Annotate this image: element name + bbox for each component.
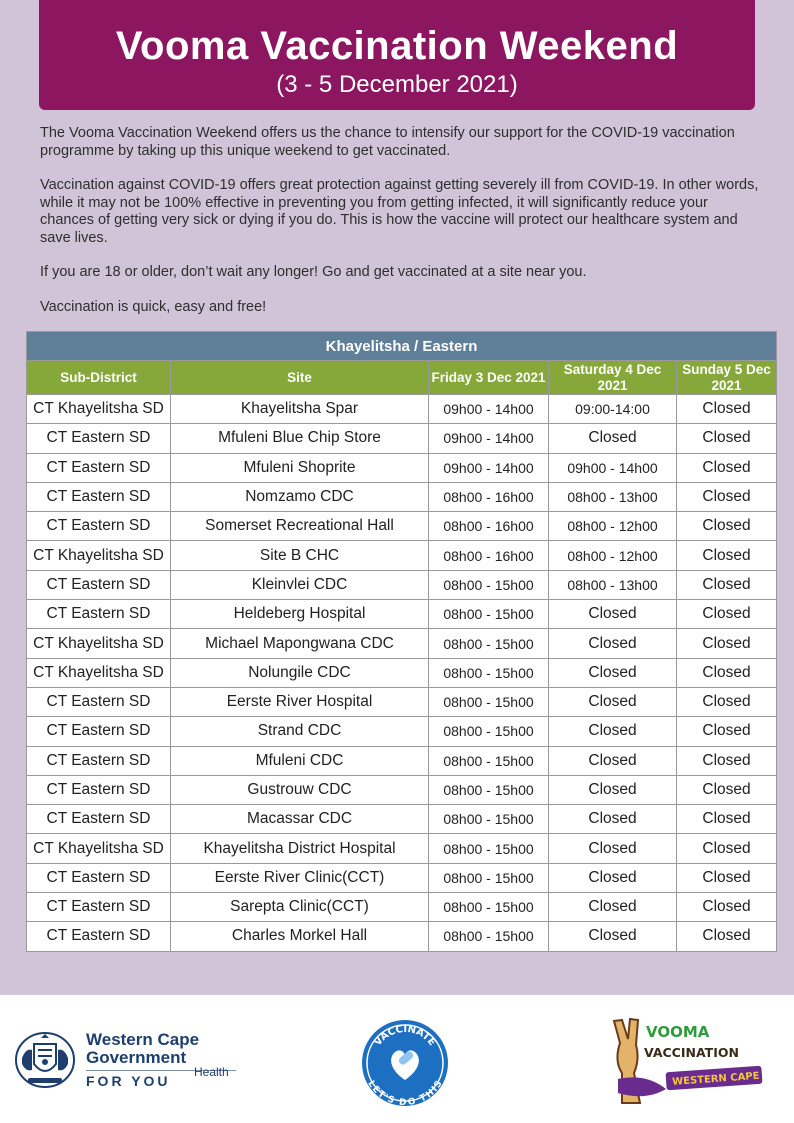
friday-cell: 08h00 - 15h00: [429, 893, 549, 922]
friday-cell: 08h00 - 15h00: [429, 863, 549, 892]
table-row: [27, 482, 777, 511]
saturday-cell: Closed: [549, 893, 677, 922]
saturday-cell: 08h00 - 13h00: [549, 570, 677, 599]
site-cell: Macassar CDC: [171, 805, 429, 834]
subdistrict-cell: CT Eastern SD: [27, 453, 171, 482]
sunday-cell: Closed: [677, 629, 777, 658]
subdistrict-cell: CT Eastern SD: [27, 893, 171, 922]
sunday-cell: Closed: [677, 482, 777, 511]
saturday-cell: Closed: [549, 629, 677, 658]
government-name: Western Cape Government: [86, 1030, 200, 1067]
svg-text:VOOMA: VOOMA: [646, 1023, 710, 1041]
sunday-cell: Closed: [677, 805, 777, 834]
subdistrict-cell: CT Khayelitsha SD: [27, 834, 171, 863]
saturday-cell: 08h00 - 12h00: [549, 512, 677, 541]
friday-cell: 08h00 - 15h00: [429, 600, 549, 629]
sunday-cell: Closed: [677, 600, 777, 629]
friday-cell: 08h00 - 15h00: [429, 775, 549, 804]
friday-cell: 08h00 - 15h00: [429, 629, 549, 658]
table-row: [27, 775, 777, 804]
sunday-cell: Closed: [677, 746, 777, 775]
saturday-cell: 08h00 - 12h00: [549, 541, 677, 570]
site-cell: Nomzamo CDC: [171, 482, 429, 511]
column-header-saturday: Saturday 4 Dec 2021: [549, 361, 677, 395]
sunday-cell: Closed: [677, 395, 777, 424]
saturday-cell: Closed: [549, 834, 677, 863]
page-subtitle: (3 - 5 December 2021): [276, 71, 518, 98]
table-row: [27, 658, 777, 687]
svg-text:WESTERN CAPE: WESTERN CAPE: [671, 1070, 760, 1088]
table-row: [27, 541, 777, 570]
sunday-cell: Closed: [677, 775, 777, 804]
friday-cell: 08h00 - 16h00: [429, 541, 549, 570]
subdistrict-cell: CT Khayelitsha SD: [27, 541, 171, 570]
government-tagline: FOR YOU: [86, 1073, 171, 1089]
intro-paragraph: Vaccination is quick, easy and free!: [40, 298, 267, 315]
site-cell: Khayelitsha Spar: [171, 395, 429, 424]
site-cell: Eerste River Clinic(CCT): [171, 863, 429, 892]
intro-paragraph: The Vooma Vaccination Weekend offers us the chance to intensify our support for the COVID-19 vaccination programme by taking up this unique weekend to get vaccinated.: [40, 125, 735, 159]
region-header: Khayelitsha / Eastern: [27, 332, 777, 361]
table-row: [27, 512, 777, 541]
table-row: [27, 717, 777, 746]
footer: [0, 995, 794, 1123]
sunday-cell: Closed: [677, 424, 777, 453]
subdistrict-cell: CT Eastern SD: [27, 717, 171, 746]
table-row: [27, 453, 777, 482]
site-cell: Mfuleni Blue Chip Store: [171, 424, 429, 453]
subdistrict-cell: CT Eastern SD: [27, 600, 171, 629]
friday-cell: 08h00 - 15h00: [429, 834, 549, 863]
table-row: [27, 746, 777, 775]
intro-paragraph: Vaccination against COVID-19 offers great protection against getting severely ill from COVID-19. In other words, while it may not be 100% effective in preventing you from getting infected, it will significantly reduce your chances of getting very sick or dying if you do. This is how the vaccine will protect our healthcare system and save lives.: [40, 177, 759, 246]
saturday-cell: 09:00-14:00: [549, 395, 677, 424]
site-cell: Michael Mapongwana CDC: [171, 629, 429, 658]
table-row: [27, 600, 777, 629]
table-row: [27, 834, 777, 863]
sunday-cell: Closed: [677, 541, 777, 570]
coat-of-arms-icon: [14, 1030, 76, 1090]
subdistrict-cell: CT Eastern SD: [27, 424, 171, 453]
intro-text: [40, 125, 760, 333]
table-row: [27, 922, 777, 951]
subdistrict-cell: CT Khayelitsha SD: [27, 629, 171, 658]
friday-cell: 08h00 - 15h00: [429, 658, 549, 687]
sunday-cell: Closed: [677, 512, 777, 541]
table-row: [27, 629, 777, 658]
sunday-cell: Closed: [677, 717, 777, 746]
friday-cell: 08h00 - 15h00: [429, 922, 549, 951]
table-row: [27, 395, 777, 424]
friday-cell: 09h00 - 14h00: [429, 424, 549, 453]
site-cell: Site B CHC: [171, 541, 429, 570]
saturday-cell: Closed: [549, 805, 677, 834]
subdistrict-cell: CT Khayelitsha SD: [27, 395, 171, 424]
column-header-site: Site: [171, 361, 429, 395]
sunday-cell: Closed: [677, 453, 777, 482]
saturday-cell: Closed: [549, 658, 677, 687]
site-cell: Khayelitsha District Hospital: [171, 834, 429, 863]
column-header-friday: Friday 3 Dec 2021: [429, 361, 549, 395]
svg-text:LET'S DO THIS: LET'S DO THIS: [365, 1079, 445, 1108]
saturday-cell: 08h00 - 13h00: [549, 482, 677, 511]
friday-cell: 09h00 - 14h00: [429, 395, 549, 424]
subdistrict-cell: CT Eastern SD: [27, 805, 171, 834]
friday-cell: 08h00 - 16h00: [429, 482, 549, 511]
sunday-cell: Closed: [677, 570, 777, 599]
subdistrict-cell: CT Khayelitsha SD: [27, 658, 171, 687]
column-header-subdistrict: Sub-District: [27, 361, 171, 395]
friday-cell: 09h00 - 14h00: [429, 453, 549, 482]
table-row: [27, 863, 777, 892]
site-cell: Sarepta Clinic(CCT): [171, 893, 429, 922]
saturday-cell: Closed: [549, 863, 677, 892]
friday-cell: 08h00 - 16h00: [429, 512, 549, 541]
subdistrict-cell: CT Eastern SD: [27, 512, 171, 541]
table-row: [27, 893, 777, 922]
friday-cell: 08h00 - 15h00: [429, 805, 549, 834]
friday-cell: 08h00 - 15h00: [429, 717, 549, 746]
saturday-cell: 09h00 - 14h00: [549, 453, 677, 482]
subdistrict-cell: CT Eastern SD: [27, 570, 171, 599]
saturday-cell: Closed: [549, 746, 677, 775]
svg-text:VACCINATION: VACCINATION: [644, 1045, 739, 1060]
saturday-cell: Closed: [549, 775, 677, 804]
subdistrict-cell: CT Eastern SD: [27, 922, 171, 951]
sunday-cell: Closed: [677, 893, 777, 922]
site-cell: Mfuleni Shoprite: [171, 453, 429, 482]
friday-cell: 08h00 - 15h00: [429, 687, 549, 716]
saturday-cell: Closed: [549, 600, 677, 629]
sunday-cell: Closed: [677, 922, 777, 951]
column-header-sunday: Sunday 5 Dec 2021: [677, 361, 777, 395]
schedule-body: [27, 395, 777, 952]
sunday-cell: Closed: [677, 834, 777, 863]
saturday-cell: Closed: [549, 717, 677, 746]
site-cell: Charles Morkel Hall: [171, 922, 429, 951]
sunday-cell: Closed: [677, 658, 777, 687]
site-cell: Somerset Recreational Hall: [171, 512, 429, 541]
column-header-row: [27, 361, 777, 395]
department-name: Health: [194, 1065, 229, 1079]
subdistrict-cell: CT Eastern SD: [27, 746, 171, 775]
table-row: [27, 570, 777, 599]
subdistrict-cell: CT Eastern SD: [27, 775, 171, 804]
intro-paragraph: If you are 18 or older, don’t wait any longer! Go and get vaccinated at a site near you.: [40, 264, 587, 280]
site-cell: Strand CDC: [171, 717, 429, 746]
site-cell: Nolungile CDC: [171, 658, 429, 687]
sunday-cell: Closed: [677, 687, 777, 716]
title-banner: [39, 0, 755, 110]
site-cell: Kleinvlei CDC: [171, 570, 429, 599]
page-title: Vooma Vaccination Weekend: [115, 24, 679, 68]
table-row: [27, 805, 777, 834]
friday-cell: 08h00 - 15h00: [429, 570, 549, 599]
sunday-cell: Closed: [677, 863, 777, 892]
site-cell: Mfuleni CDC: [171, 746, 429, 775]
saturday-cell: Closed: [549, 922, 677, 951]
saturday-cell: Closed: [549, 687, 677, 716]
subdistrict-cell: CT Eastern SD: [27, 687, 171, 716]
table-row: [27, 424, 777, 453]
site-cell: Eerste River Hospital: [171, 687, 429, 716]
western-cape-government-logo: [14, 1027, 244, 1093]
saturday-cell: Closed: [549, 424, 677, 453]
table-row: [27, 687, 777, 716]
svg-text:VACCINATE: VACCINATE: [372, 1023, 438, 1049]
friday-cell: 08h00 - 15h00: [429, 746, 549, 775]
subdistrict-cell: CT Eastern SD: [27, 863, 171, 892]
subdistrict-cell: CT Eastern SD: [27, 482, 171, 511]
site-cell: Gustrouw CDC: [171, 775, 429, 804]
vaccination-schedule-table: [26, 331, 777, 952]
site-cell: Heldeberg Hospital: [171, 600, 429, 629]
vooma-vaccination-logo: [606, 1015, 766, 1107]
vaccinate-badge-icon: [360, 1018, 450, 1108]
